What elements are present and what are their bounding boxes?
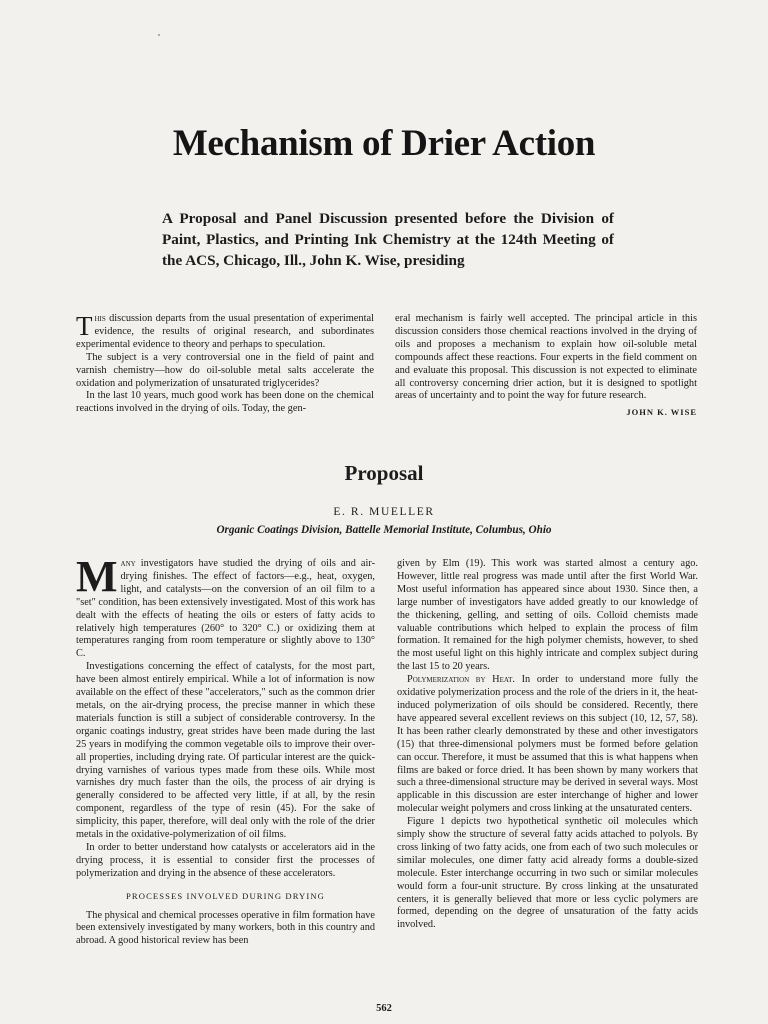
intro-drop-cap: T: [76, 311, 93, 341]
subsection-heading: PROCESSES INVOLVED DURING DRYING: [126, 890, 325, 901]
intro-right-column: [395, 313, 697, 419]
editor-signature: JOHN K. WISE: [626, 407, 697, 418]
author-name: E. R. MUELLER: [333, 506, 435, 518]
section-title: Proposal: [344, 461, 424, 485]
article-title: Mechanism of Drier Action: [172, 123, 596, 164]
body-right-column: [397, 558, 698, 932]
body-drop-cap: M: [76, 552, 118, 601]
body-paragraph-4: The physical and chemical processes operative in film formation have been extensively investigated by many workers, both in this country and abroad. A good historical review has been: [76, 909, 375, 947]
run-in-heading: Polymerization by Heat.: [407, 674, 515, 686]
author-affiliation: Organic Coatings Division, Battelle Memorial Institute, Columbus, Ohio: [216, 524, 552, 536]
article-subtitle: A Proposal and Panel Discussion presented before the Division of Paint, Plastics, and Printing Ink Chemistry at the 124th Meeting of the ACS, Chicago, Ill., John K. Wise, presiding: [162, 210, 614, 269]
body-paragraph-6: In order to understand more fully the oxidative polymerization process and the role of the driers in it, the heat-induced polymerization of oils should be considered. Recently, there have appeared several excellent reviews on this subject (10, 12, 57, 58). It has been rather clearly demonstrated by these and other investigators (15) that three-dimensional polymers must be formed before gelation can occur. Therefore, it must be assumed that this is what happens when films are baked or force dried. It has been shown by many workers that such a three-dimensional structure may be derived in several ways. Most applicable in this discussion are ester interchange of higher and lower molecular weight polymers and cross linking at the unsaturated centers.: [397, 674, 698, 815]
body-left-column: [76, 552, 375, 948]
intro-lead-in: his: [94, 313, 106, 324]
body-paragraph-2: Investigations concerning the effect of catalysts, for the most part, have been almost entirely empirical. While a lot of information is now available on the effect of these "accelerators," such as the common drier metals, on the air-drying process, the precise manner in which these materials function is still a subject of considerable controversy. In the organic coatings industry, great strides have been made during the last 25 years in modifying the common vegetable oils to improve their over-all properties, including drying rate. Of particular interest are the quick-drying varnishes of various types made from these oils. While most varnishes dry much faster than the oils, the process of air drying is generally considered to be affected very little, if at all, by the resin component, regardless of the type of resin (45). For the sake of simplicity, this paper, therefore, will deal only with the role of the drier metals in the oxidative-polymerization of oil films.: [76, 661, 375, 841]
body-paragraph-3: In order to better understand how catalysts or accelerators aid in the drying process, it is essential to consider first the processes of polymerization and drying in the absence of these accelerators.: [76, 841, 375, 879]
body-lead-in: any: [120, 558, 136, 569]
intro-paragraph-3: In the last 10 years, much good work has been done on the chemical reactions involved in the drying of oils. Today, the gen-: [76, 390, 374, 415]
intro-left-column: [76, 313, 374, 416]
intro-paragraph-2: The subject is a very controversial one in the field of paint and varnish chemistry—how do oil-soluble metal salts accelerate the oxidation and polymerization of unsaturated triglycerides?: [76, 351, 374, 389]
speck: [158, 34, 160, 36]
intro-paragraph-4: eral mechanism is fairly well accepted. The principal article in this discussion considers those chemical reactions involved in the drying of oils and proposes a mechanism to explain how oil-soluble metal compounds affect these reactions. Four experts in the field comment on and evaluate this proposal. This discussion is not expected to eliminate all controversy concerning drier action, but it is designed to spotlight areas of uncertainty and to point the way for future research.: [395, 313, 697, 402]
body-paragraph-1: investigators have studied the drying of oils and air-drying finishes. The effect of factors—e.g., heat, oxygen, light, and catalysts—on the conversion of an oil film to a "set" condition, has been extensively investigated. Most of this work has dealt with the effects of heating the oils or esters of fatty acids to relatively high temperatures (260° to 320° C.) or oxidizing them at temperatures ranging from room temperature or slightly above to 130° C.: [76, 558, 375, 660]
page-number: 562: [376, 1003, 392, 1014]
intro-paragraph-1: discussion departs from the usual presentation of experimental evidence, the results of original research, and subordinates experimental evidence to theory and perhaps to speculation.: [76, 313, 374, 350]
body-paragraph-5: given by Elm (19). This work was started almost a century ago. However, little real progress was made until after the first World War. Most useful information has appeared since about 1930. Since then, a large number of investigators have added greatly to our knowledge of the thickening, gelling, and setting of oils. Colloid chemists made valuable contributions which helped to explain the process of film formation. It remained for the high polymer chemists, however, to shed the most useful light on this highly intricate and complex subject during the last 15 to 20 years.: [397, 558, 698, 673]
body-paragraph-7: Figure 1 depicts two hypothetical synthetic oil molecules which simply show the structure of several fatty acids attached to polyols. By cross linking of two fatty acids, one from each of two such molecules or similar molecules, one dimer fatty acid already forms a double-sized molecule. Ester interchange occurring in two such or similar molecules would form a four-unit structure. By cross linking at the unsaturated centers, it is generally believed that more or less cyclic polymers are formed, depending on the degree of unsaturation of the fatty acids involved.: [397, 816, 698, 931]
